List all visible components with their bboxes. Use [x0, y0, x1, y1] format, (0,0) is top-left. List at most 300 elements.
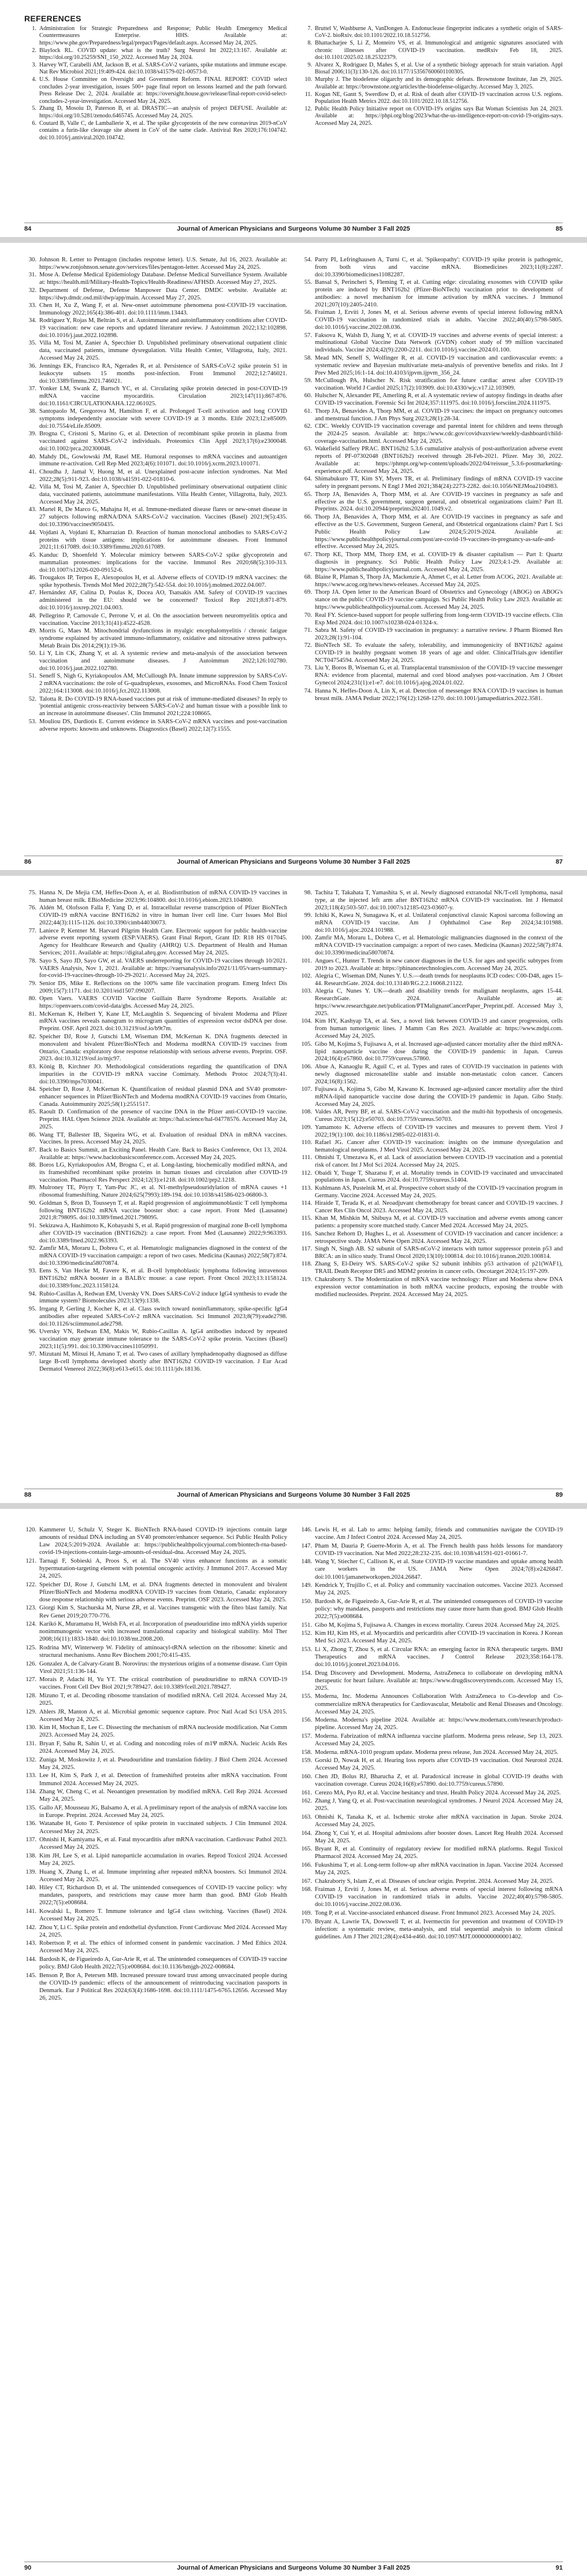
reference-text: Santopaolo M, Gregorova M, Hamilton F, et al. Prolonged T-cell activation and long COVID symptoms independently associate with severe COVID-19 at 3 months. Elife 2023;12:e85009. doi:10.7554/eLife.85009.	[39, 408, 287, 430]
left-column	[24, 25, 287, 142]
reference-text: Ohnishi H, Kamiyama K, et al. Fatal myocarditis after mRNA vaccination. Cardiovasc Pathol 2023. Accessed May 24, 2025.	[39, 1837, 287, 1851]
left-column	[24, 890, 287, 1374]
reference-entry	[300, 642, 563, 665]
reference-entry	[24, 1868, 287, 1883]
left-page-number: 90	[24, 2564, 32, 2571]
page-footer	[24, 2562, 563, 2571]
reference-entry	[300, 1526, 563, 1541]
reference-text: Back to Basics Summit, an Exciting Panel. Health Care. Back to Basics Conference, Oct 13, 2024. Available at: https://www.backtobasicsconference.com. Accessed May 24, 2025.	[39, 1146, 287, 1161]
reference-entry	[24, 302, 287, 317]
reference-text: Zhang S, El-Deiry WS. SARS-CoV-2 spike S2 subunit inhibits p53 activation of p21(WAF1), TRAIL Death Receptor DR5 and MDM2 proteins in cancer cells. Oncotarget 2024;15:197-209.	[315, 1261, 563, 1275]
reference-number: 164.	[301, 1830, 312, 1837]
reference-number: 121.	[25, 1557, 36, 1564]
reference-entry	[300, 589, 563, 612]
reference-number: 107.	[301, 1086, 312, 1093]
reference-text: Murphy J. The biodefense oligarchy and its demographic defeats. Brownstone Institute, Jan 29, 2025. Available at: https://brownstone.org/articles/the-biodefense-oligarchy. Accessed May 3, 2025.	[315, 76, 563, 90]
reference-entry	[24, 340, 287, 362]
reference-entry	[24, 506, 287, 529]
reference-text: Sanchez Rehorn D, Hughes L, et al. Assessment of COVID-19 vaccination and cancer incidence: a retrospective study. JAMA Netw Open 2024. Accessed May 24, 2025.	[315, 1230, 563, 1245]
reference-text: Kim JH, Lee S, et al. Lipid nanoparticle accumulation in ovaries. Reprod Toxicol 2024. Accessed May 24, 2025.	[39, 1852, 287, 1867]
reference-entry	[24, 469, 287, 484]
reference-number: 56.	[304, 309, 312, 316]
reference-entry	[24, 1756, 287, 1771]
reference-entry	[24, 1200, 287, 1223]
reference-text: Boros LG, Kyriakopoulos AM, Brogna C, et al. Long-lasting, biochemically modified mRNA, and its frameshifted recombinant spike proteins in human tissues and circulation after COVID-19 vaccination. Pharmacol Res Perspect 2024;12(3):e1218. doi:10.1002/prp2.1218.	[39, 1162, 287, 1183]
reference-number: 60.	[304, 393, 312, 399]
reference-number: 65.	[304, 491, 312, 498]
reference-text: Mouliou DS, Dardiotis E. Current evidence in SARS-CoV-2 mRNA vaccines and post-vaccination adverse reports: knowns and unknowns. Diagnostics (Basel) 2022;12(7):1555.	[39, 718, 287, 732]
reference-number: 80.	[28, 995, 36, 1002]
reference-entry	[300, 1261, 563, 1276]
reference-entry	[300, 1086, 563, 1109]
reference-entry	[300, 257, 563, 279]
reference-entry	[24, 650, 287, 673]
reference-text: Tachita T, Takahata T, Yamashita S, et al. Newly diagnosed extranodal NK/T-cell lymphoma, nasal type, at the injected left arm after BNT162b2 mRNA COVID-19 vaccination. Int J Hematol 2023;118(4):503-507. doi:10.1007/s12185-023-03607-y.	[315, 890, 563, 911]
reference-number: 150.	[301, 1598, 312, 1605]
reference-entry	[24, 1581, 287, 1604]
reference-number: 120.	[25, 1527, 36, 1533]
reference-number: 30.	[28, 257, 36, 263]
reference-number: 59.	[304, 377, 312, 384]
reference-entry	[300, 423, 563, 446]
reference-number: 103.	[301, 988, 312, 995]
reference-entry	[300, 1154, 563, 1169]
reference-entry	[24, 1908, 287, 1923]
reference-entry	[300, 309, 563, 332]
reference-number: 96.	[28, 1328, 36, 1335]
reference-number: 119.	[301, 1276, 312, 1283]
reference-entry	[24, 386, 287, 408]
reference-entry	[24, 1852, 287, 1867]
reference-number: 2.	[32, 47, 36, 54]
reference-text: Mulroney TE, Pöyry T, Yam-Puc JC, et al. N1-methylpseudouridylation of mRNA causes +1 ribosomal frameshifting. Nature 2024;625(7993):189-194. doi:10.1038/s41586-023-06800-3.	[39, 1185, 287, 1199]
reference-number: 8.	[307, 40, 312, 47]
reference-entry	[24, 1924, 287, 1939]
reference-entry	[300, 76, 563, 91]
reference-number: 7.	[307, 25, 312, 32]
reference-number: 166.	[301, 1861, 312, 1868]
reference-text: Kammerer U, Schulz V, Steger K. BioNTech RNA-based COVID-19 injections contain large amounts of residual DNA including an SV40 promoter/enhancer sequence. Sci Public Health Policy Law 2024;5:2019-2024. Available at: https://publichealthpolicyjournal.com/biontech-rna-based-covid-19-injections-contain-large-amounts-of-residual-dna. Accessed May 24, 2025.	[39, 1527, 287, 1556]
reference-text: Chen JD, Bolus RJ, Bharucha Z, et al. Paradoxical increase in global COVID-19 deaths with vaccination coverage. Cureus 2024;16(8):e57890. doi:10.7759/cureus.57890.	[315, 1773, 563, 1787]
reference-text: Gorski D, Nowak H, et al. Hearing loss reports after COVID-19 vaccination. Otol Neurotol 2024. Accessed May 24, 2025.	[315, 1757, 563, 1772]
reference-number: 91.	[28, 1222, 36, 1229]
reference-text: Ahlers JR, Manton A, et al. Microbial genomic sequence capture. Proc Natl Acad Sci USA 2015. Accessed May 24, 2025.	[39, 1708, 287, 1723]
reference-number: 142.	[25, 1924, 36, 1931]
reference-text: Rodrina MV, Winterwerp W. Fidelity of aminoacyl-tRNA selection on the ribosome: kinetic and structural mechanisms. Annu Rev Biochem 2001;70:415-435.	[39, 1644, 287, 1659]
reference-number: 57.	[304, 332, 312, 339]
reference-text: Wakefield Saffery PRAC. BNT162b2 5.3.6 cumulative analysis of post-authorization adverse event reports of PF-07302048 (BNT162b2) received through 28-Feb-2021. Pfizer. May 30, 2022. Available at: https://phmpt.org/wp-content/uploads/2022/04/reissue_5.3.6-postmarketing-experience.pdf. Accessed May 24, 2025.	[315, 446, 563, 475]
reference-number: 128.	[25, 1692, 36, 1699]
reference-entry	[300, 1200, 563, 1215]
reference-number: 72.	[304, 642, 312, 649]
reference-text: Hanna N, De Mejia CM, Heffes-Doon A, et al. Biodistribution of mRNA COVID-19 vaccines in human breast milk. EBioMedicine 2023;96:104800. doi:10.1016/j.ebiom.2023.104800.	[39, 890, 287, 904]
reference-entry	[24, 590, 287, 612]
reference-text: Thorp JA, Benavides A, Thorp MM, et al. COVID-19 vaccines: the impact on pregnancy outcomes and menstrual function. J Am Phys Surg 2023;28(1):28-34.	[315, 408, 563, 422]
reference-entry	[300, 1646, 563, 1668]
reference-entry	[300, 279, 563, 309]
reference-number: 106.	[301, 1063, 312, 1070]
reference-number: 31.	[28, 272, 36, 279]
reference-number: 38.	[28, 408, 36, 415]
reference-text: Kowalski L, Romero T. Immune tolerance and IgG4 class switching. Vaccines (Basel) 2024. Accessed May 24, 2025.	[39, 1908, 287, 1923]
reference-text: Pham M, Dauria P, Guerre-Morin A, et al. The French health pass holds lessons for mandatory COVID-19 vaccination. Nat Med 2022;28:232-235. doi:10.1038/s41591-021-01661-7.	[315, 1542, 563, 1557]
reference-number: 11.	[304, 91, 312, 98]
reference-number: 156.	[301, 1717, 312, 1724]
reference-entry	[24, 408, 287, 431]
reference-entry	[24, 928, 287, 958]
reference-text: Villa M, Tosi M, Zanier A, Specchier D. Unpublished preliminary observational outpatient clinic data, vaccinated patients, autoimmune manifestations. Villa Health Center, Villagrotta, Italy, 2023. Accessed May 24, 2025.	[39, 484, 287, 505]
reference-entry	[300, 1830, 563, 1845]
reference-text: Open Vaers. VAERS COVID Vaccine Guillain Barre Syndrome Reports. Available at: https://openvaers.com/covid-data/gbs. Accessed May 24, 2025.	[39, 995, 287, 1010]
reference-entry	[24, 454, 287, 469]
reference-entry	[300, 1185, 563, 1200]
reference-text: Eens S, Van Hecke M, Favere K, et al. B-cell lymphoblastic lymphoma following intravenous BNT162b2 mRNA booster in a BALB/c mouse: a case report. Front Oncol 2023;13:1158124. doi:10.3389/fonc.2023.1158124.	[39, 1268, 287, 1290]
reference-text: Harvey WT, Carabelli AM, Jackson B, et al. SARS-CoV-2 variants, spike mutations and immune escape. Nat Rev Microbiol 2021;19:409-424. doi:10.1038/s41579-021-00573-0.	[39, 62, 287, 76]
reference-number: 94.	[28, 1290, 36, 1297]
reference-entry	[300, 514, 563, 552]
reference-entry	[300, 890, 563, 912]
reference-entry	[300, 552, 563, 574]
reference-number: 82.	[28, 1033, 36, 1040]
reference-number: 61.	[304, 408, 312, 414]
reference-entry	[24, 1956, 287, 1971]
reference-text: Mead MN, Seneff S, Wolfinger R, et al. COVID-19 vaccination and cardiovascular events: a systematic review and Bayesian multivariate meta-analysis of preventive benefits and risks. Int J Prev Med 2025;16:1-14. doi:10.4103/ijpvm.ijpvm_356_24.	[315, 354, 563, 376]
reference-entry	[300, 1598, 563, 1620]
reference-number: 102.	[301, 972, 312, 979]
reference-text: Gibo M, Kojima S, Fujisawa A, et al. Increased age-adjusted cancer mortality after the third mRNA-lipid nanoparticle vaccine dose during the COVID-19 pandemic in Japan. Cureus 2024;16(4):e57860. doi:10.7759/cureus.57860.	[315, 1041, 563, 1063]
reference-entry	[24, 1788, 287, 1803]
reference-number: 109.	[301, 1124, 312, 1131]
reference-text: Ichiki K, Kawa N, Sunagawa K, et al. Unilateral conjunctival classic Kaposi sarcoma following an mRNA COVID-19 vaccine. Am J Ophthalmol Case Rep 2024;34:101988. doi:10.1016/j.ajoc.2024.101988.	[315, 912, 563, 934]
reference-text: Wang Y, Stiecher C, Callison K, et al. State COVID-19 vaccine mandates and uptake among health care workers in the US. JAMA Netw Open 2024;7(8):e2426847. doi:10.1001/jamanetworkopen.2024.26847.	[315, 1559, 563, 1581]
reference-entry	[24, 1223, 287, 1245]
reference-number: 161.	[301, 1789, 312, 1796]
reference-text: Bryant A, Lawrie TA, Dowswell T, et al. Ivermectin for prevention and treatment of COVID-19 infection: a systematic review, meta-analysis, and trial sequential analysis to inform clinical guidelines. Am J Ther 2021;28(4):e434-e460. doi:10.1097/MJT.0000000000001402.	[315, 1918, 563, 1940]
reference-entry	[300, 1773, 563, 1788]
reference-entry	[300, 574, 563, 589]
reference-number: 112.	[301, 1169, 312, 1176]
reference-text: Zhang W, Cheng C, et al. Neoantigen presentation by modified mRNA. Cell Rep 2024. Accessed May 24, 2025.	[39, 1789, 287, 1803]
reference-text: Zhang D, Mosoiu D, Paterson B, et al. DRASTIC—an analysis of project DEFUSE. Available at: https://doi.org/10.5281/zenodo.6465745. Accessed May 24, 2025.	[39, 105, 287, 119]
reference-entry	[24, 1804, 287, 1819]
reference-number: 10.	[304, 76, 312, 83]
reference-text: Vojdani A, Vojdani E, Kharrazian D. Reaction of human monoclonal antibodies to SARS-CoV-2 proteins with tissue antigens: implications for autoimmune diseases. Front Immunol 2021;11:617089. doi:10.3389/fimmu.2020.617089.	[39, 529, 287, 551]
reference-text: CDC. Weekly COVID-19 vaccination coverage and parental intent for children and teens through the 2024-25 season. Available at: https://www.cdc.gov/covidvaxview/weekly-dashboard/child-coverage-vaccination.html. Accessed May 24, 2025.	[315, 423, 563, 445]
reference-number: 125.	[25, 1644, 36, 1651]
reference-number: 160.	[301, 1773, 312, 1780]
reference-number: 90.	[28, 1200, 36, 1206]
reference-number: 134.	[25, 1789, 36, 1796]
reference-text: Goldman S, Bron D, Tousseyn T, et al. Rapid progression of angioimmunoblastic T cell lymphoma following BNT162b2 mRNA vaccine booster shot: a case report. Front Med (Lausanne) 2021;8:798095. doi:10.3389/fmed.2021.798095.	[39, 1200, 287, 1222]
reference-entry	[24, 1620, 287, 1643]
reference-number: 146.	[301, 1527, 312, 1533]
reference-entry	[24, 1162, 287, 1185]
reference-entry	[300, 1749, 563, 1756]
reference-number: 43.	[28, 506, 36, 513]
reference-entry	[300, 446, 563, 476]
reference-entry	[300, 988, 563, 1018]
left-column	[24, 1526, 287, 2003]
reference-number: 141.	[25, 1908, 36, 1915]
reference-number: 138.	[25, 1852, 36, 1859]
reference-entry	[300, 1246, 563, 1261]
reference-number: 74.	[304, 687, 312, 694]
reference-number: 9.	[307, 62, 312, 69]
reference-number: 129.	[25, 1708, 36, 1715]
reference-entry	[300, 1918, 563, 1941]
reference-entry	[24, 1526, 287, 1556]
reference-text: Uversky VN, Redwan EM, Makis W, Rubio-Casillas A. IgG4 antibodies induced by repeated vaccination may generate immune tolerance to the SARS-CoV-2 spike protein. Vaccines (Basel) 2023;11(5):991. doi:10.3390/vaccines11050991.	[39, 1328, 287, 1350]
reference-text: Fukushima T, et al. Long-term follow-up after mRNA vaccination in Japan. Vaccine 2024. Accessed May 24, 2025.	[315, 1861, 563, 1877]
reference-text: Zhong Y, Cui Y, et al. Hospital admissions after booster doses. Lancet Reg Health 2024. Accessed May 24, 2025.	[315, 1830, 563, 1844]
page-1	[0, 0, 587, 237]
reference-entry	[24, 575, 287, 590]
reference-number: 83.	[28, 1063, 36, 1070]
reference-entry	[24, 980, 287, 995]
reference-entry	[24, 958, 287, 980]
reference-text: Zamfir MA, Moraru L, Dobrea C, et al. Hematologic malignancies diagnosed in the context of the mRNA COVID-19 vaccination campaign: a report of two cases. Medicina (Kaunas) 2022;58(7):874. doi:10.3390/medicina58070874.	[315, 935, 563, 957]
reference-text: Valdes AR, Perry BF, et al. SARS-CoV-2 vaccination and the multi-hit hypothesis of oncogenesis. Cureus 2023;15(12):e50703. doi:10.7759/cureus.50703.	[315, 1109, 563, 1123]
right-page-number: 87	[555, 858, 563, 865]
reference-entry	[24, 1676, 287, 1691]
reference-entry	[300, 491, 563, 514]
reference-entry	[300, 1124, 563, 1139]
page-footer	[24, 856, 563, 865]
reference-text: Giorgi Kim S, Stachurska M, Nurse ZR, et al. Vaccines transgenic with the fibro blast family. Nat Rev Genet 2019;20:770-776.	[39, 1605, 287, 1619]
reference-entry	[24, 696, 287, 719]
reference-number: 157.	[301, 1733, 312, 1739]
reference-text: Mose A. Defense Medical Epidemiology Database. Defense Medical Surveillance System. Available at: https://health.mil/Military-Health-Topics/Health-Readiness/AFHSD. Accessed May 27, 2025.	[39, 272, 287, 286]
reference-text: Lewis H, et al. Lab to arms: helping family, friends and communities navigate the COVID-19 vaccine. Am J Infect Control 2024. Accessed May 24, 2025.	[315, 1527, 563, 1541]
reference-entry	[24, 1940, 287, 1955]
reference-entry	[24, 1306, 287, 1328]
reference-number: 37.	[28, 385, 36, 392]
reference-number: 36.	[28, 362, 36, 369]
reference-text: Real FY. Science-based support for people suffering from long-term COVID-19 vaccine effects. Clin Exp Med 2024. doi:10.1007/s10238-024-01324-x.	[315, 612, 563, 626]
reference-number: 76.	[28, 905, 36, 912]
reference-entry	[300, 1797, 563, 1812]
reference-text: Bryan F, Sahu R, Sahin U, et al. Coding and noncoding roles of m1Ψ mRNA. Nucleic Acids Res 2024. Accessed May 24, 2025.	[39, 1741, 287, 1755]
reference-text: Irrgang P, Gerling J, Kocher K, et al. Class switch toward noninflammatory, spike-specific IgG4 antibodies after repeated SARS-CoV-2 mRNA vaccination. Sci Immunol 2023;8(79):eade2798. doi:10.1126/sciimmunol.ade2798.	[39, 1305, 287, 1327]
reference-number: 73.	[304, 665, 312, 672]
reference-number: 167.	[301, 1878, 312, 1885]
reference-entry	[300, 1861, 563, 1877]
reference-number: 67.	[304, 551, 312, 558]
reference-text: Jennings EK, Francisco RA, Ngerades R, et al. Persistence of SARS-CoV-2 spike protein S1 in leukocyte subsets 15 months post-infection. Front Immunol 2022;12:746021. doi:10.3389/fimmu.2021.746021.	[39, 362, 287, 384]
reference-text: Martel R, De Marco G, Mahajna H, et al. Immune-mediated disease flares or new-onset disease in 27 subjects following mRNA/DNA SARS-CoV-2 vaccination. Vaccines (Basel) 2021;9(5):435. doi:10.3390/vaccines9050435.	[39, 506, 287, 528]
reference-entry	[300, 1542, 563, 1557]
reference-text: BioNTech SE. To evaluate the safety, tolerability, and immunogenicity of BNT162b2 against COVID-19 in healthy pregnant women 18 years of age and older. ClinicalTrials.gov identifier NCT04754594. Accessed May 24, 2025.	[315, 642, 563, 664]
left-column	[24, 257, 287, 734]
reference-number: 168.	[301, 1886, 312, 1893]
reference-number: 71.	[304, 627, 312, 634]
reference-number: 89.	[28, 1185, 36, 1191]
reference-text: Moderna. Fabrization of mRNA influenza vaccine platform. Moderna press release, Sep 13, 2023. Accessed May 24, 2025.	[315, 1733, 563, 1748]
right-page-number: 89	[555, 1491, 563, 1498]
reference-number: 42.	[28, 484, 36, 491]
reference-text: Kim HJ, Kim HS, et al. Myocarditis and pericarditis after COVID-19 vaccination in Korea. J Korean Med Sci 2023. Accessed May 24, 2025.	[315, 1630, 563, 1645]
reference-number: 3.	[32, 62, 36, 69]
reference-text: Sayo S, Sayo JD, Sayo GW, et al. VAERS underreporting for COVID-19 vaccines through 10/2021. VAERS Analysis, Nov 1, 2021. Available at: https://vaersanalysis.info/2021/11/05/vaers-summary-for-covid-19-vaccines-through-10-29-2021/. Accessed May 24, 2025.	[39, 957, 287, 979]
reference-number: 78.	[28, 957, 36, 964]
reference-text: Bardosh K, de Figueiredo A, Gur-Arie R, et al. The unintended consequences of COVID-19 vaccine policy: why mandates, passports and restrictions may cause more harm than good. BMJ Glob Health 2022;7(5):e008684.	[315, 1598, 563, 1620]
reference-text: Bruttel V, Washburne A, VanDongen A. Endonuclease fingerprint indicates a synthetic origin of SARS-CoV-2. bioRxiv. doi:10.1101/2022.10.18.512756.	[315, 25, 563, 39]
reference-text: Thorp JA, Benavides A, Thorp MM, et al. Are COVID-19 vaccines in pregnancy as safe and effective as the U.S. Government, Surgeon General, and Obstetrical organizations claim? Part I. Sci Public Health Policy Law 2024;5:2019-2024. Available at: https://www.publichealthpolicyjournal.com/post/are-covid-19-vaccines-in-pregnancy-as-safe-and-effective. Accessed May 24, 2025.	[315, 513, 563, 550]
reference-text: Gonzalez A, de Calvary-Grant B. Norovirus: the mysterious origins of a nonsense disease. Curr Opin Virol 2021;51:136-144.	[39, 1660, 287, 1675]
reference-entry	[300, 1716, 563, 1731]
reference-number: 46.	[28, 575, 36, 582]
right-column	[300, 890, 563, 1374]
left-page-number: 84	[24, 225, 32, 232]
reference-entry	[24, 1132, 287, 1147]
reference-text: Huang X, Zhang L, et al. Immune imprinting after repeated mRNA boosters. Sci Immunol 2024. Accessed May 24, 2025.	[39, 1868, 287, 1883]
reference-text: Speicher D, Rose J, McKernan K. Quantification of residual plasmid DNA and SV40 promoter-enhancer sequences in Pfizer/BioNTech and Moderna modRNA COVID-19 vaccines from Ontario, Canada. Autoimmunity 2025;58(1):2551517.	[39, 1086, 287, 1108]
reference-text: Blaylock RL. COVID update: what is the truth? Surg Neurol Int 2022;13:167. Available at: https://doi.org/10.25259/SNI_150_2022. Accessed May 24, 2024.	[39, 47, 287, 61]
reference-text: Li Y, Lin CK, Zhang Y, et al. A systemic review and meta-analysis of the association between vaccination and autoimmune diseases. J Autoimmun 2022;126:102780. doi:10.1016/j.jaut.2022.102780.	[39, 650, 287, 672]
reference-entry	[24, 1772, 287, 1787]
reference-text: Kanduc D, Shoenfeld Y. Molecular mimicry between SARS-CoV-2 spike glycoprotein and mammalian proteomes: implications for the vaccine. Immunol Res 2020;68(5):310-313. doi:10.1007/s12026-020-09152-6.	[39, 552, 287, 573]
reference-text: Brogna C, Cristoni S, Marino G, et al. Detection of recombinant spike protein in plasma from vaccinated against SARS-CoV-2 individuals. Proteomics Clin Appl 2023;17(6):e2300048. doi:10.1002/prca.202300048.	[39, 431, 287, 453]
reference-entry	[300, 1813, 563, 1829]
reference-text: Public Health Policy Initiative report on COVID-19's origins says Bat Woman Scientists Jun 24, 2023. Available at: https://phpi.org/blog/2023/what-the-us-intelligence-report-on-covid-19-origins-says. Accessed May 24, 2025.	[315, 105, 563, 127]
reference-text: Cerezo MA, Pyo RJ, et al. Vaccine hesitancy and trust. Health Policy 2024. Accessed May 24, 2025.	[315, 1789, 561, 1796]
reference-entry	[300, 1845, 563, 1860]
reference-number: 148.	[301, 1559, 312, 1565]
reference-number: 170.	[301, 1918, 312, 1925]
reference-number: 66.	[304, 513, 312, 520]
reference-entry	[300, 665, 563, 687]
reference-text: Zamfir MA, Moraru L, Dobrea C, et al. Hematologic malignancies diagnosed in the context of the mRNA COVID-19 vaccination campaign: a report of two cases. Medicina (Kaunas) 2022;58(7):874. doi:10.3390/medicina58070874.	[39, 1245, 287, 1267]
reference-number: 99.	[304, 912, 312, 919]
reference-number: 139.	[25, 1868, 36, 1875]
reference-entry	[24, 1086, 287, 1109]
page-footer	[24, 1489, 563, 1498]
reference-number: 6.	[32, 120, 36, 127]
reference-text: Sekizawa A, Hashimoto K, Kobayashi S, et al. Rapid progression of marginal zone B-cell lymphoma after COVID-19 vaccination (BNT162b2): a case report. Front Med (Lausanne) 2022;9:963393. doi:10.3389/fmed.2022.963393.	[39, 1222, 287, 1244]
reference-number: 126.	[25, 1660, 36, 1667]
reference-text: Coutard B, Valle C, de Lamballerie X, et al. The spike glycoprotein of the new coronavirus 2019-nCoV contains a furin-like cleavage site absent in CoV of the same clade. Antiviral Res 2020;176:104742. doi:10.1016/j.antiviral.2020.104742.	[39, 120, 287, 141]
reference-text: Alegria C, Nunes Y. UK—death and disability trends for malignant neoplasms, ages 15-44. ResearchGate. 2024. Available at: https://www.researchgate.net/publication/PTMalignantCancerPaper_Preprint.pdf. Accessed May 3, 2025.	[315, 988, 563, 1017]
reference-text: Abue A, Kanaoglu R, Aguil C, et al. Types and rates of COVID-19 vaccination in patients with newly diagnosed microsatellite stable and instable non-metastatic colon cancer. Cancers 2024;16(8):1562.	[315, 1063, 563, 1085]
reference-text: Parry PI, Lefringhausen A, Turni C, et al. 'Spikeopathy': COVID-19 spike protein is pathogenic, from both virus and vaccine mRNA. Biomedicines 2023;11(8):2287. doi:10.3390/biomedicines11082287.	[315, 257, 563, 278]
reference-text: Moderna. mRNA-1010 program update. Moderna press release, Jun 2024. Accessed May 24, 2025.	[315, 1749, 559, 1756]
reference-entry	[24, 628, 287, 650]
reference-number: 41.	[28, 468, 36, 475]
reference-number: 133.	[25, 1772, 36, 1779]
reference-number: 116.	[301, 1230, 312, 1237]
reference-number: 131.	[25, 1741, 36, 1748]
reference-text: Fraiman J, Erviti J, Jones M, et al. Serious adverse events of special interest following mRNA COVID-19 vaccination in randomized trials in adults. Vaccine 2022;40(40):5798-5805. doi:10.1016/j.vaccine.2022.08.036.	[315, 1886, 563, 1908]
reference-entry	[300, 612, 563, 627]
reference-number: 81.	[28, 1011, 36, 1017]
reference-text: Kendrick Y, Trujillo C, et al. Policy and community vaccination outcomes. Vaccine 2023. Accessed May 24, 2025.	[315, 1582, 563, 1597]
journal-line: Journal of American Physicians and Surgeons Volume 30 Number 3 Fall 2025	[177, 1491, 410, 1498]
reference-number: 92.	[28, 1245, 36, 1252]
reference-entry	[300, 1064, 563, 1086]
reference-entry	[24, 1708, 287, 1723]
reference-number: 39.	[28, 431, 36, 438]
reference-text: McCullough PA, Hulscher N. Risk stratification for future cardiac arrest after COVID-19 vaccination. World J Cardiol 2025;17(2):103909. doi:10.4330/wjc.v17.i2.103909.	[315, 377, 563, 391]
reference-text: Speicher DJ, Rose J, Gutschi LM, Wiseman DM, McKernan K. DNA fragments detected in monovalent and bivalent Pfizer/BioNTech and Moderna modRNA COVID-19 vaccines from Ontario, Canada: exploratory dose response relationship with serious adverse events. Preprint. OSF. 2023. doi:10.31219/osf.io/mjc97.	[39, 1033, 287, 1063]
reference-number: 95.	[28, 1305, 36, 1312]
reference-number: 111.	[302, 1154, 312, 1161]
reference-number: 79.	[28, 980, 36, 987]
reference-text: Hiraide T, Terada K, et al. Neoadjuvant chemotherapy for breast cancer and COVID-19 vaccines. J Cancer Res Clin Oncol 2023. Accessed May 24, 2025.	[315, 1200, 563, 1215]
reference-entry	[300, 1139, 563, 1154]
reference-entry	[24, 1351, 287, 1374]
reference-entry	[300, 958, 563, 973]
reference-text: Choudha J, Jamal V, Huong M, et al. Unexplained post-acute infection syndromes. Nat Med 2022;28(5):911-923. doi:10.1038/s41591-022-01810-6.	[39, 468, 287, 483]
reference-number: 69.	[304, 589, 312, 596]
reference-number: 158.	[301, 1749, 312, 1756]
reference-text: Raoult D. Confirmation of the presence of vaccine DNA in the Pfizer anti-COVID-19 vaccine. Preprint. HAL Open Science 2024. Available at: https://hal.science/hal-04778576. Accessed May 24, 2025.	[39, 1109, 287, 1131]
reference-number: 93.	[28, 1268, 36, 1275]
reference-text: Singh N, Singh AB. S2 subunit of SARS-nCoV-2 interacts with tumor suppressor protein p53 and BRCA: an in silico study. Transl Oncol 2020;13(10):100814. doi:10.1016/j.tranon.2020.100814.	[315, 1246, 563, 1260]
reference-entry	[300, 935, 563, 957]
reference-number: 86.	[28, 1131, 36, 1138]
reference-number: 127.	[25, 1676, 36, 1683]
reference-text: Kim H, Mochan E, Lee C. Dissecting the mechanism of mRNA nucleoside modification. Nat Comm 2023. Accessed May 24, 2025.	[39, 1724, 287, 1739]
reference-entry	[300, 40, 563, 61]
reference-number: 162.	[301, 1798, 312, 1805]
reference-text: Sabra M. Safety of COVID-19 vaccination in pregnancy: a narrative review. J Pharm Biomed Res 2023;28(1):91-104.	[315, 627, 563, 641]
reference-entry	[24, 1836, 287, 1851]
reference-text: Hernández AF, Calina D, Poulas K, Docea AO, Tsatsakis AM. Safety of COVID-19 vaccines administered in the EU: should we be concerned? Toxicol Rep 2021;8:871-879. doi:10.1016/j.toxrep.2021.04.003.	[39, 590, 287, 612]
reference-entry	[24, 272, 287, 287]
reference-text: Chakraborty S. The Modernization of mRNA vaccine technology: Pfizer and Moderna show DNA expression vector contamination in both mRNA vaccine products, exposing the trouble with modified nucleosides. Preprint. 2024. Accessed May 24, 2025.	[315, 1276, 563, 1298]
reference-number: 55.	[304, 279, 312, 286]
reference-text: Moderna, Inc. Moderna Announces Collaboration With AstraZeneca to Co-develop and Co-commercialize mRNA therapeutics for Cardiovascular, Metabolic and Renal Diseases and Oncology. Accessed May 24, 2025.	[315, 1693, 563, 1715]
reference-entry	[24, 613, 287, 628]
reference-entry	[24, 905, 287, 927]
reference-entry	[24, 1328, 287, 1351]
reference-number: 45.	[28, 552, 36, 558]
reference-number: 149.	[301, 1582, 312, 1589]
reference-entry	[24, 1660, 287, 1675]
reference-text: Rafael JG. Cancer after COVID-19 vaccination: insights on the immune dysregulation and hematological neoplasms. J Med Virol 2025. Accessed May 24, 2025.	[315, 1139, 563, 1153]
reference-text: Watanabe H, Goto T. Persistence of spike protein in vaccinated subjects. J Clin Immunol 2024. Accessed May 24, 2025.	[39, 1820, 287, 1835]
reference-text: Faksova K, Walsh D, Jiang Y, et al. COVID-19 vaccines and adverse events of special interest: a multinational Global Vaccine Data Network (GVDN) cohort study of 99 million vaccinated individuals. Vaccine 2024;42(9):2200-2211. doi:10.1016/j.vaccine.2024.01.100.	[315, 332, 563, 354]
reference-text: Department of Defense, Defense Manpower Data Center. DMDC website. Available at: https://dwp.dmdc.osd.mil/dwp/app/main. Accessed May 27, 2025.	[39, 287, 287, 301]
reference-text: Aldén M, Olofsson Falla F, Yang D, et al. Intracellular reverse transcription of Pfizer BioNTech COVID-19 mRNA vaccine BNT162b2 in vitro in human liver cell line. Curr Issues Mol Biol 2022;44(3):1115-1126. doi:10.3390/cimb44030073.	[39, 905, 287, 927]
reference-text: Johnson R. Letter to Pentagon (includes response letter). U.S. Senate, Jul 16, 2023. Available at: https://www.ronjohnson.senate.gov/services/files/pentagon-letter. Accessed May 24, 2025.	[39, 257, 287, 271]
reference-entry	[24, 552, 287, 575]
reference-entry	[24, 1557, 287, 1580]
reference-number: 33.	[28, 302, 36, 309]
reference-number: 98.	[304, 890, 312, 896]
reference-entry	[24, 719, 287, 734]
reference-text: Trougakos IP, Terpos E, Alexopoulos H, et al. Adverse effects of COVID-19 mRNA vaccines: the spike hypothesis. Trends Mol Med 2022;28(7):542-554. doi:10.1016/j.molmed.2022.04.007.	[39, 575, 287, 589]
reference-number: 58.	[304, 354, 312, 361]
reference-entry	[24, 484, 287, 506]
reference-entry	[300, 91, 563, 106]
reference-entry	[24, 1692, 287, 1707]
reference-text: Mizutani M, Mitsui H, Amano T, et al. Two cases of axillary lymphadenopathy diagnosed as diffuse large B-cell lymphoma developed shortly after BNT162b2 COVID-19 vaccination. J Eur Acad Dermatol Venereol 2022;36(8):e613-e615. doi:10.1111/jdv.18136.	[39, 1351, 287, 1373]
reference-entry	[24, 105, 287, 120]
reference-text: Moderna. Moderna's pipeline 2024. Available at: https://www.modernatx.com/research/product-pipeline. Accessed May 24, 2025.	[315, 1717, 563, 1731]
journal-line: Journal of American Physicians and Surgeons Volume 30 Number 3 Fall 2025	[177, 858, 410, 865]
left-page-number: 86	[24, 858, 32, 865]
reference-text: Thorp JA. Open letter to the American Board of Obstetrics and Gynecology (ABOG) on ABOG's stance on the public COVID-19 vaccine campaign. Sci Public Health Policy Law 2023. Available at: https://www.publichealthpolicyjournal.com. Accessed May 24, 2025.	[315, 589, 563, 611]
reference-number: 123.	[25, 1605, 36, 1612]
reference-number: 54.	[304, 257, 312, 263]
reference-number: 53.	[28, 718, 36, 725]
reference-number: 40.	[28, 453, 36, 460]
reference-number: 114.	[301, 1200, 312, 1207]
reference-entry	[300, 1878, 563, 1885]
reference-number: 140.	[25, 1885, 36, 1892]
reference-number: 143.	[25, 1940, 36, 1947]
